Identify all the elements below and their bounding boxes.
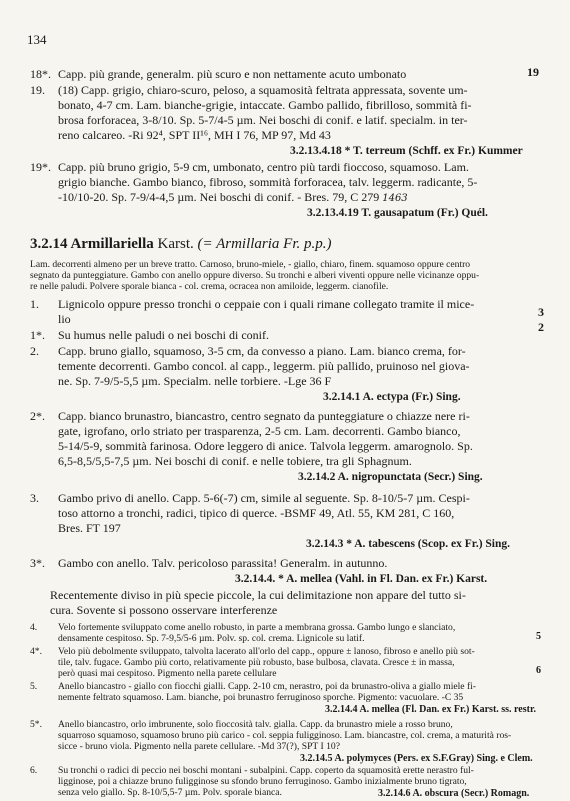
key-number: 5 [536,631,541,642]
key-line: 1*. Su humus nelle paludi o nei boschi di conif. [30,328,269,342]
species-reference: 3.2.13.4.18 * T. terreum (Schff. ex Fr.) Kummer [290,145,523,157]
key-line: grigio bianche. Gambo bianco, fibroso, sommità forforacea, talv. leggerm. radicante, 5- [58,175,478,189]
species-reference: 3.2.13.4.19 T. gausapatum (Fr.) Quél. [307,207,488,219]
key-line: 4*. Velo più debolmente sviluppato, talvolta lacerato all'orlo del capp., oppure ± lanoso, fibroso e anello più sot- [30,646,475,657]
key-line: 18*. Capp. più grande, generalm. più scuro e non nettamente acuto umbonato [30,67,407,81]
key-line: 5-14/5-9, sommità farinosa. Odore leggero di anice. Talvola leggerm. amarognolo. Sp. [58,439,473,453]
handwritten-annotation: 1463 [382,193,408,204]
key-number: 19 [527,65,539,79]
key-line: cura. Sovente si possono osservare interferenze [50,603,278,617]
key-line: 3. Gambo privo di anello. Capp. 5-6(-7) cm, simile al seguente. Sp. 8-10/5-7 µm. Cespi- [30,491,470,505]
key-line: 2. Capp. bruno giallo, squamoso, 3-5 cm, da convesso a piano. Lam. bianco crema, for- [30,344,466,358]
key-line: gate, igrofano, orlo striato per trasparenza, 2-5 cm. Lam. decorrenti. Gambo bianco, [58,424,461,438]
key-line: 5*. Anello biancastro, orlo imbrunente, solo fioccosità talv. gialla. Capp. da brunastro miele a rosso bruno, [30,719,453,730]
key-number: 2 [538,320,544,334]
genus-description: segnato da punteggiature. Gambo con anello oppure diverso. Su tronchi e alberi viventi oppure nelle vicinanze oppu- [30,270,480,281]
genus-description: re nelle paludi. Polvere sporale bianca - col. crema, ocracea non amiloide, leggerm. cianofile. [30,281,389,292]
key-line: tile, talv. fugace. Gambo più corto, relativamente più robusto, base bulbosa, clavata. Cresce ± in massa, [58,657,455,668]
key-line: 19*. Capp. più bruno grigio, 5-9 cm, umbonato, centro più tardi fioccoso, squamoso. Lam. [30,160,469,174]
key-line: ligginose, poi a chiazze bruno fuligginose su sfondo bruno ferruginoso. Gambo inizialmente bruno tigrato, [58,776,467,787]
key-line: senza velo giallo. Sp. 8-10/5,5-7 µm. Polv. sporale bianca. [58,787,282,798]
key-line: 2*. Capp. bianco brunastro, biancastro, centro segnato da punteggiature o chiazze nere ri- [30,409,470,423]
key-line: densamente cespitoso. Sp. 7-9,5/5-6 µm. Polv. sp. col. crema. Lignicole su latif. [58,633,365,644]
key-line: temente decorrenti. Gambo concol. al capp., leggerm. più pallido, pruinoso nel giova- [58,359,470,373]
key-line: 4. Velo fortemente sviluppato come anello robusto, in parte a membrana grossa. Gambo lungo e slanciato, [30,622,456,633]
key-line: toso attorno a tronchi, radici, tipico di querce. -BSMF 49, Atl. 55, KM 281, C 160, [58,506,455,520]
key-number: 3 [538,305,544,319]
key-line: 6. Su tronchi o radici di peccio nei boschi montani - subalpini. Capp. coperto da squamosità erette nerastro ful- [30,765,474,776]
key-line: ne. Sp. 7-9/5-5,5 µm. Specialm. nelle torbiere. -Lge 36 F [58,374,332,388]
key-line: nemente feltrato squamoso. Lam. bianche, poi brunastro ferruginoso sporche. Pigmento: vacuolare. -C 35 [58,692,464,703]
key-line: brosa forforacea, 3-8/10. Sp. 5-7/4-5 µm. Nei boschi di conif. e latif. specialm. in ter- [58,113,468,127]
key-line: squarroso squamoso, squamoso bruno più carico - col. seppia fuligginoso. Lam. biancastre, col. crema, a maturità ros- [58,730,512,741]
genus-heading: 3.2.14 Armillariella Karst. (= Armillaria Fr. p.p.) [30,236,332,252]
key-number: 6 [536,665,541,676]
key-line: bonato, 4-7 cm. Lam. bianche-grigie, intaccate. Gambo pallido, fibrilloso, sommità fi- [58,98,472,112]
page-number: 134 [27,32,47,47]
key-line: 19. (18) Capp. grigio, chiaro-scuro, peloso, a squamosità feltrata appressata, sovente um- [30,83,468,97]
key-line: 5. Anello biancastro - giallo con fiocchi gialli. Capp. 2-10 cm, nerastro, poi da brunastro-oliva a giallo miele fi- [30,681,477,692]
key-line: 6,5-8,5/5,5-7,5 µm. Nei boschi di conif. e nelle tobiere, tra gli Sphagnum. [58,454,412,468]
key-line: -10/10-20. Sp. 7-9/4-4,5 µm. Nei boschi di conif. - Bres. 79, C 279 1463 [58,190,408,204]
species-reference: 3.2.14.2 A. nigropunctata (Secr.) Sing. [298,471,483,483]
genus-description: Lam. decorrenti almeno per un breve tratto. Carnoso, bruno-miele, - giallo, chiaro, finem. squamoso oppure centro [30,259,471,270]
key-line: reno calcareo. -Ri 92⁴, SPT II¹⁶, MH I 76, MP 97, Md 43 [58,128,331,142]
key-line: 1. Lignicolo oppure presso tronchi o ceppaie con i quali rimane collegato tramite il mice- [30,297,475,311]
species-reference: 3.2.14.1 A. ectypa (Fr.) Sing. [323,391,461,403]
species-reference: 3.2.14.4 A. mellea (Fl. Dan. ex Fr.) Karst. ss. restr. [325,704,536,715]
key-line: sicce - bruno viola. Pigmento nella parete cellulare. -Md 37(?), SPT I 10? [58,741,340,752]
key-line: Bres. FT 197 [58,521,121,535]
species-reference: 3.2.14.5 A. polymyces (Pers. ex S.F.Gray) Sing. e Clem. [300,753,533,764]
key-line: Recentemente diviso in più specie piccole, la cui delimitazione non appare del tutto si- [50,588,466,602]
species-reference: 3.2.14.6 A. obscura (Secr.) Romagn. [378,788,530,799]
species-reference: 3.2.14.3 * A. tabescens (Scop. ex Fr.) Sing. [306,538,511,550]
key-line: però quasi mai cespitoso. Pigmento nella parete cellulare [58,668,277,679]
key-line: lio [58,312,71,326]
key-line: 3*. Gambo con anello. Talv. pericoloso parassita! Generalm. in autunno. [30,556,388,570]
species-reference: 3.2.14.4. * A. mellea (Vahl. in Fl. Dan. ex Fr.) Karst. [235,573,488,585]
